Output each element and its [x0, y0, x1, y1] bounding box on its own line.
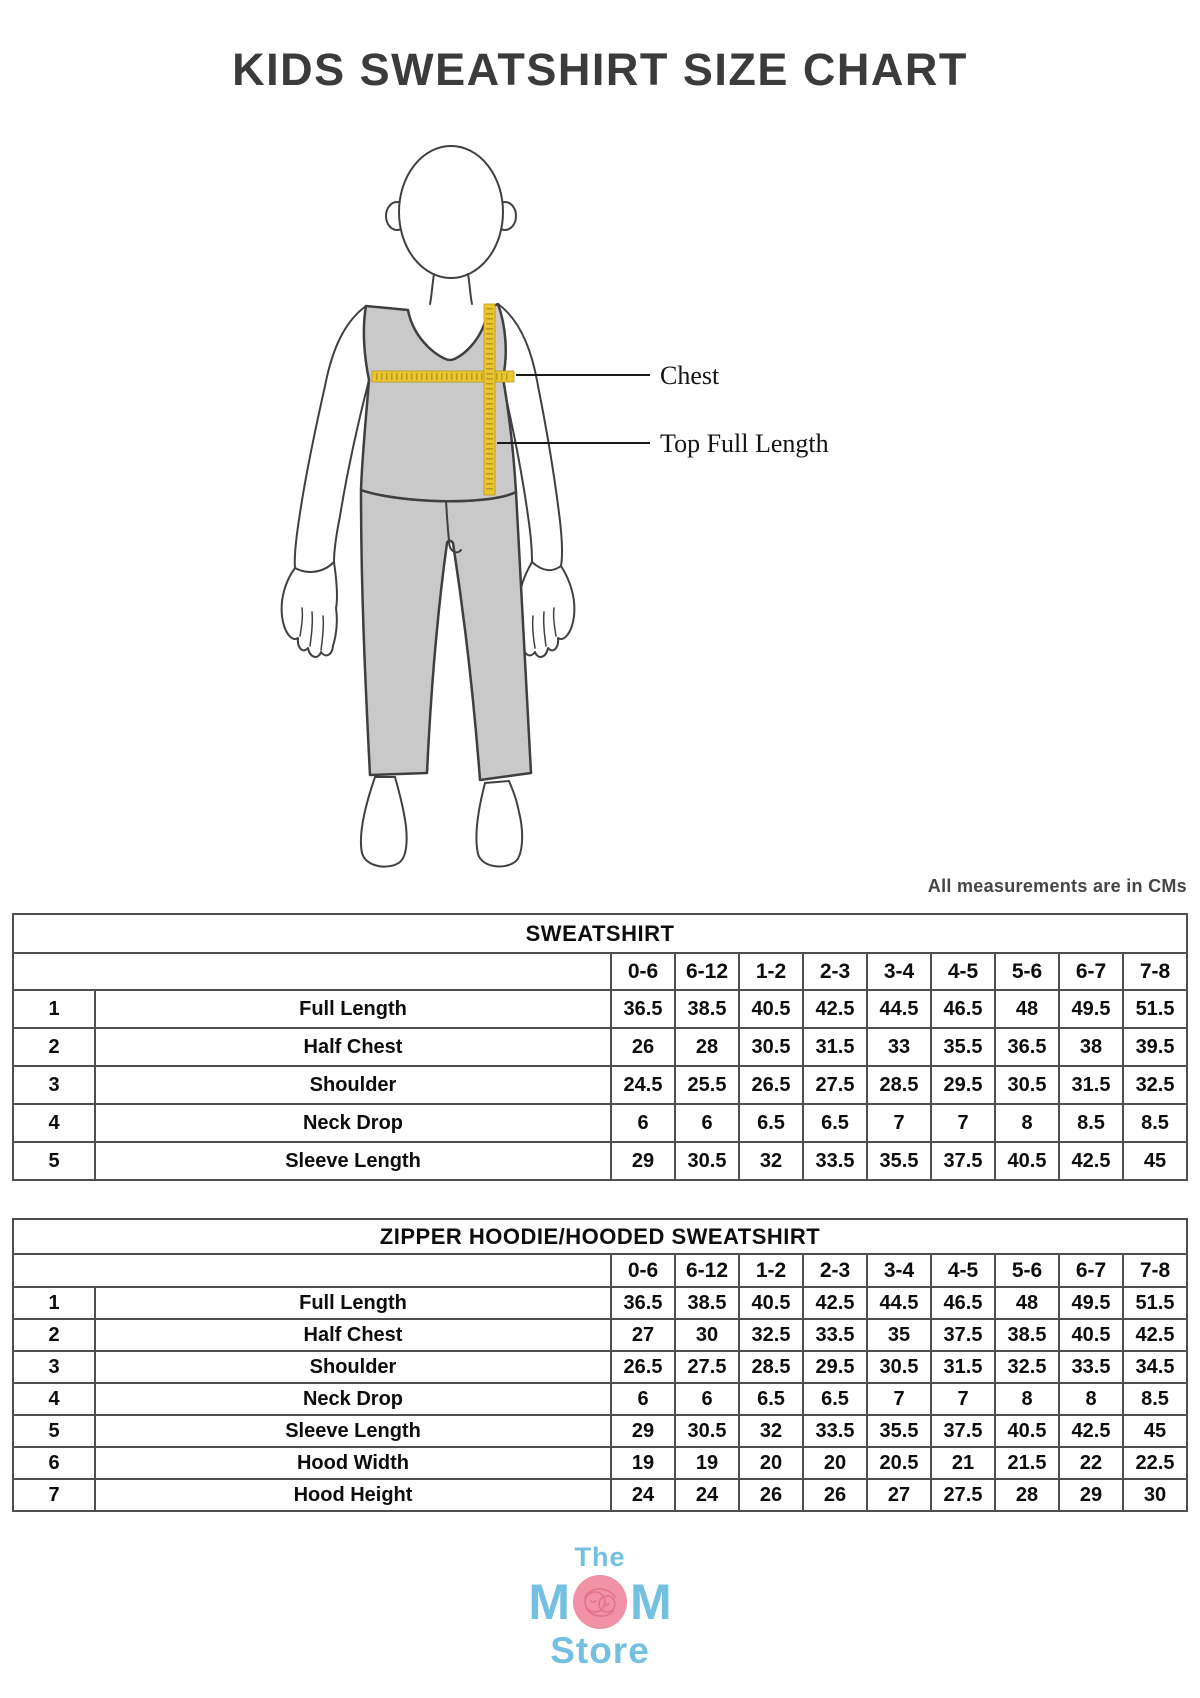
measurement-value-cell: 6.5 — [803, 1383, 867, 1415]
table-row — [13, 1142, 1187, 1180]
measurement-value-cell: 48 — [995, 1287, 1059, 1319]
size-column-header: 6-12 — [675, 1254, 739, 1287]
measurement-value-cell: 36.5 — [611, 990, 675, 1028]
measurement-value-cell: 29.5 — [931, 1066, 995, 1104]
measurement-value-cell: 45 — [1123, 1415, 1187, 1447]
measurement-value-cell: 46.5 — [931, 990, 995, 1028]
measurement-value-cell: 36.5 — [611, 1287, 675, 1319]
measurement-label-cell: Half Chest — [95, 1028, 611, 1066]
logo-word-store: Store — [550, 1630, 650, 1671]
measurement-value-cell: 19 — [611, 1447, 675, 1479]
row-number-cell: 4 — [13, 1104, 95, 1142]
units-note: All measurements are in CMs — [927, 876, 1187, 896]
measurement-value-cell: 29 — [611, 1142, 675, 1180]
measurement-value-cell: 30.5 — [739, 1028, 803, 1066]
measurement-value-cell: 6.5 — [739, 1383, 803, 1415]
measurement-value-cell: 8 — [1059, 1383, 1123, 1415]
measurement-value-cell: 31.5 — [931, 1351, 995, 1383]
measurement-value-cell: 6 — [675, 1383, 739, 1415]
table-title-row — [13, 914, 1187, 953]
row-number-cell: 2 — [13, 1319, 95, 1351]
size-column-header: 4-5 — [931, 953, 995, 990]
measurement-value-cell: 39.5 — [1123, 1028, 1187, 1066]
measurement-value-cell: 29.5 — [803, 1351, 867, 1383]
measurement-value-cell: 29 — [1059, 1479, 1123, 1511]
table-row — [13, 990, 1187, 1028]
mom-baby-icon — [573, 1575, 627, 1629]
size-column-header: 1-2 — [739, 1254, 803, 1287]
table-row — [13, 1287, 1187, 1319]
measurement-value-cell: 6.5 — [739, 1104, 803, 1142]
measurement-value-cell: 28.5 — [739, 1351, 803, 1383]
row-number-cell: 3 — [13, 1351, 95, 1383]
measurement-value-cell: 37.5 — [931, 1319, 995, 1351]
row-number-cell: 4 — [13, 1383, 95, 1415]
table-title-row — [13, 1219, 1187, 1254]
table-row — [13, 1028, 1187, 1066]
row-number-cell: 5 — [13, 1142, 95, 1180]
measurement-value-cell: 38 — [1059, 1028, 1123, 1066]
measurement-value-cell: 27.5 — [675, 1351, 739, 1383]
measurement-label-cell: Neck Drop — [95, 1383, 611, 1415]
measurement-value-cell: 31.5 — [803, 1028, 867, 1066]
measurement-value-cell: 44.5 — [867, 990, 931, 1028]
measurement-label-cell: Half Chest — [95, 1319, 611, 1351]
measurement-value-cell: 30.5 — [675, 1142, 739, 1180]
measurement-value-cell: 33 — [867, 1028, 931, 1066]
measurement-value-cell: 27.5 — [931, 1479, 995, 1511]
measurement-value-cell: 42.5 — [1059, 1142, 1123, 1180]
measurement-value-cell: 42.5 — [1123, 1319, 1187, 1351]
measurement-value-cell: 8.5 — [1059, 1104, 1123, 1142]
row-number-cell: 6 — [13, 1447, 95, 1479]
measurement-value-cell: 6.5 — [803, 1104, 867, 1142]
table-row — [13, 1383, 1187, 1415]
measurement-value-cell: 38.5 — [995, 1319, 1059, 1351]
measurement-value-cell: 32.5 — [995, 1351, 1059, 1383]
measurement-value-cell: 25.5 — [675, 1066, 739, 1104]
measurement-value-cell: 24.5 — [611, 1066, 675, 1104]
measurement-value-cell: 19 — [675, 1447, 739, 1479]
measurement-value-cell: 36.5 — [995, 1028, 1059, 1066]
measurement-value-cell: 35.5 — [931, 1028, 995, 1066]
size-column-header: 3-4 — [867, 1254, 931, 1287]
measurement-value-cell: 33.5 — [803, 1142, 867, 1180]
table-title: ZIPPER HOODIE/HOODED SWEATSHIRT — [13, 1219, 1187, 1254]
measurement-value-cell: 51.5 — [1123, 1287, 1187, 1319]
measurement-value-cell: 7 — [931, 1383, 995, 1415]
measurement-value-cell: 30.5 — [867, 1351, 931, 1383]
measurement-value-cell: 32 — [739, 1415, 803, 1447]
measurement-value-cell: 45 — [1123, 1142, 1187, 1180]
measurement-value-cell: 33.5 — [803, 1415, 867, 1447]
sweatshirt-size-table — [12, 913, 1188, 1181]
size-column-header: 4-5 — [931, 1254, 995, 1287]
empty-header-cell — [13, 953, 611, 990]
size-column-header: 0-6 — [611, 1254, 675, 1287]
table-row — [13, 1066, 1187, 1104]
measurement-value-cell: 30 — [675, 1319, 739, 1351]
measurement-value-cell: 7 — [867, 1383, 931, 1415]
measurement-value-cell: 40.5 — [739, 1287, 803, 1319]
empty-header-cell — [13, 1254, 611, 1287]
row-number-cell: 1 — [13, 990, 95, 1028]
measurement-value-cell: 22.5 — [1123, 1447, 1187, 1479]
measurement-value-cell: 21 — [931, 1447, 995, 1479]
hoodie-size-table — [12, 1218, 1188, 1512]
measurement-value-cell: 32 — [739, 1142, 803, 1180]
page-title: KIDS SWEATSHIRT SIZE CHART — [232, 44, 968, 95]
measurement-value-cell: 37.5 — [931, 1415, 995, 1447]
logo-word-mom — [0, 1573, 1200, 1631]
measurement-label-cell: Sleeve Length — [95, 1142, 611, 1180]
size-column-header: 6-7 — [1059, 1254, 1123, 1287]
logo-m-left: M — [528, 1574, 570, 1630]
measurement-value-cell: 20.5 — [867, 1447, 931, 1479]
row-number-cell: 1 — [13, 1287, 95, 1319]
measurement-value-cell: 26.5 — [611, 1351, 675, 1383]
size-header-row — [13, 1254, 1187, 1287]
measurement-value-cell: 31.5 — [1059, 1066, 1123, 1104]
measurement-value-cell: 6 — [675, 1104, 739, 1142]
row-number-cell: 7 — [13, 1479, 95, 1511]
table-row — [13, 1319, 1187, 1351]
measurement-label-cell: Hood Height — [95, 1479, 611, 1511]
measurement-value-cell: 44.5 — [867, 1287, 931, 1319]
measurement-value-cell: 34.5 — [1123, 1351, 1187, 1383]
table-row — [13, 1415, 1187, 1447]
measurement-label-cell: Sleeve Length — [95, 1415, 611, 1447]
measurement-value-cell: 7 — [867, 1104, 931, 1142]
measurement-value-cell: 48 — [995, 990, 1059, 1028]
row-number-cell: 5 — [13, 1415, 95, 1447]
size-column-header: 5-6 — [995, 953, 1059, 990]
table-row — [13, 1479, 1187, 1511]
row-number-cell: 3 — [13, 1066, 95, 1104]
measurement-value-cell: 37.5 — [931, 1142, 995, 1180]
size-column-header: 7-8 — [1123, 953, 1187, 990]
table-row — [13, 1104, 1187, 1142]
measurement-value-cell: 6 — [611, 1383, 675, 1415]
measurement-value-cell: 42.5 — [803, 1287, 867, 1319]
measurement-value-cell: 8 — [995, 1104, 1059, 1142]
measurement-value-cell: 28 — [995, 1479, 1059, 1511]
measurement-label-cell: Shoulder — [95, 1066, 611, 1104]
table-row — [13, 1447, 1187, 1479]
measurement-value-cell: 20 — [803, 1447, 867, 1479]
measurement-value-cell: 38.5 — [675, 990, 739, 1028]
measurement-value-cell: 27.5 — [803, 1066, 867, 1104]
figure-head — [399, 146, 503, 278]
measurement-label-cell: Full Length — [95, 1287, 611, 1319]
chest-label: Chest — [660, 361, 720, 390]
figure-feet — [361, 777, 522, 867]
measurement-value-cell: 33.5 — [1059, 1351, 1123, 1383]
logo-m-right: M — [630, 1574, 672, 1630]
measurement-label-cell: Hood Width — [95, 1447, 611, 1479]
measurement-label-cell: Full Length — [95, 990, 611, 1028]
measurement-value-cell: 20 — [739, 1447, 803, 1479]
measurement-value-cell: 35.5 — [867, 1415, 931, 1447]
size-header-row — [13, 953, 1187, 990]
measurement-value-cell: 27 — [867, 1479, 931, 1511]
measurement-value-cell: 28 — [675, 1028, 739, 1066]
top-full-length-label: Top Full Length — [660, 429, 829, 458]
size-column-header: 2-3 — [803, 953, 867, 990]
measurement-label-cell: Neck Drop — [95, 1104, 611, 1142]
measurement-value-cell: 28.5 — [867, 1066, 931, 1104]
child-figure-illustration — [248, 128, 868, 868]
measurement-value-cell: 7 — [931, 1104, 995, 1142]
measurement-value-cell: 8.5 — [1123, 1383, 1187, 1415]
size-column-header: 6-7 — [1059, 953, 1123, 990]
size-column-header: 0-6 — [611, 953, 675, 990]
measurement-value-cell: 26 — [803, 1479, 867, 1511]
measurement-value-cell: 30.5 — [995, 1066, 1059, 1104]
measurement-value-cell: 38.5 — [675, 1287, 739, 1319]
measurement-value-cell: 6 — [611, 1104, 675, 1142]
measurement-value-cell: 29 — [611, 1415, 675, 1447]
measurement-value-cell: 35.5 — [867, 1142, 931, 1180]
measurement-value-cell: 40.5 — [995, 1415, 1059, 1447]
measurement-value-cell: 22 — [1059, 1447, 1123, 1479]
table-title: SWEATSHIRT — [13, 914, 1187, 953]
measurement-value-cell: 30.5 — [675, 1415, 739, 1447]
measurement-value-cell: 40.5 — [739, 990, 803, 1028]
row-number-cell: 2 — [13, 1028, 95, 1066]
figure-pants — [361, 490, 531, 780]
size-column-header: 5-6 — [995, 1254, 1059, 1287]
measurement-value-cell: 27 — [611, 1319, 675, 1351]
measurement-value-cell: 26 — [739, 1479, 803, 1511]
measurement-label-cell: Shoulder — [95, 1351, 611, 1383]
measurement-value-cell: 49.5 — [1059, 990, 1123, 1028]
table-row — [13, 1351, 1187, 1383]
measurement-value-cell: 26 — [611, 1028, 675, 1066]
logo-word-the: The — [574, 1542, 626, 1572]
size-column-header: 7-8 — [1123, 1254, 1187, 1287]
measurement-value-cell: 46.5 — [931, 1287, 995, 1319]
measurement-value-cell: 40.5 — [995, 1142, 1059, 1180]
measurement-value-cell: 30 — [1123, 1479, 1187, 1511]
measurement-value-cell: 33.5 — [803, 1319, 867, 1351]
measurement-value-cell: 21.5 — [995, 1447, 1059, 1479]
size-column-header: 3-4 — [867, 953, 931, 990]
measurement-value-cell: 8 — [995, 1383, 1059, 1415]
measurement-value-cell: 49.5 — [1059, 1287, 1123, 1319]
measurement-value-cell: 26.5 — [739, 1066, 803, 1104]
size-column-header: 2-3 — [803, 1254, 867, 1287]
measurement-value-cell: 8.5 — [1123, 1104, 1187, 1142]
annotation-lines — [497, 375, 650, 443]
measurement-value-cell: 24 — [611, 1479, 675, 1511]
size-column-header: 6-12 — [675, 953, 739, 990]
measurement-value-cell: 42.5 — [803, 990, 867, 1028]
measurement-value-cell: 32.5 — [1123, 1066, 1187, 1104]
measurement-value-cell: 24 — [675, 1479, 739, 1511]
measurement-value-cell: 51.5 — [1123, 990, 1187, 1028]
size-column-header: 1-2 — [739, 953, 803, 990]
measurement-value-cell: 42.5 — [1059, 1415, 1123, 1447]
measurement-value-cell: 35 — [867, 1319, 931, 1351]
mom-store-logo — [0, 1544, 1200, 1669]
measurement-value-cell: 32.5 — [739, 1319, 803, 1351]
measurement-value-cell: 40.5 — [1059, 1319, 1123, 1351]
